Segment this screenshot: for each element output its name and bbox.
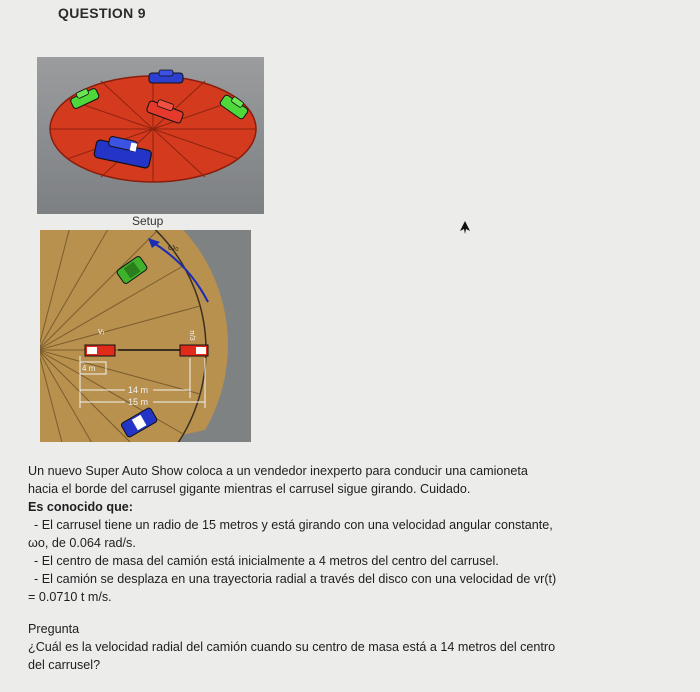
dimension-15m: 15 m	[128, 397, 149, 407]
known-header: Es conocido que:	[28, 500, 133, 514]
dimension-4m: 4 m	[82, 364, 96, 373]
question-line-2: del carrusel?	[28, 658, 101, 672]
red-truck-end	[180, 345, 208, 356]
intro-line-1: Un nuevo Super Auto Show coloca a un vendedor inexperto para conducir una camioneta	[28, 464, 528, 478]
bullet-1-line-2: ωo, de 0.064 rad/s.	[28, 536, 136, 550]
dimension-14m: 14 m	[128, 385, 149, 395]
vr-label: vᵣ	[98, 326, 105, 336]
bullet-2: - El centro de masa del camión está inicialmente a 4 metros del centro del carrusel.	[34, 554, 499, 568]
pregunta-header: Pregunta	[28, 622, 80, 636]
intro-line-2: hacia el borde del carrusel gigante mientras el carrusel sigue girando. Cuidado.	[28, 482, 471, 496]
mouse-cursor-icon	[460, 221, 470, 235]
figure-caption: Setup	[132, 214, 164, 228]
bullet-3-line-1: - El camión se desplaza en una trayectoria radial a través del disco con una velocidad de vr(t)	[34, 572, 557, 586]
carousel-top-view-figure	[40, 230, 251, 442]
carousel-3d-figure	[37, 57, 264, 214]
question-title: QUESTION 9	[58, 5, 146, 21]
bullet-3-line-2: = 0.0710 t m/s.	[28, 590, 112, 604]
carousel-top-view-illustration	[40, 230, 251, 442]
question-body	[28, 462, 648, 674]
carousel-3d-illustration	[37, 57, 264, 214]
red-truck-start	[85, 345, 115, 356]
question-line-1: ¿Cuál es la velocidad radial del camión cuando su centro de masa está a 14 metros del centro	[28, 640, 556, 654]
omega-label: ω₀	[168, 242, 179, 252]
pi-over-3-label: π/3	[188, 330, 195, 341]
bullet-1-line-1: - El carrusel tiene un radio de 15 metros y está girando con una velocidad angular constante,	[34, 518, 553, 532]
